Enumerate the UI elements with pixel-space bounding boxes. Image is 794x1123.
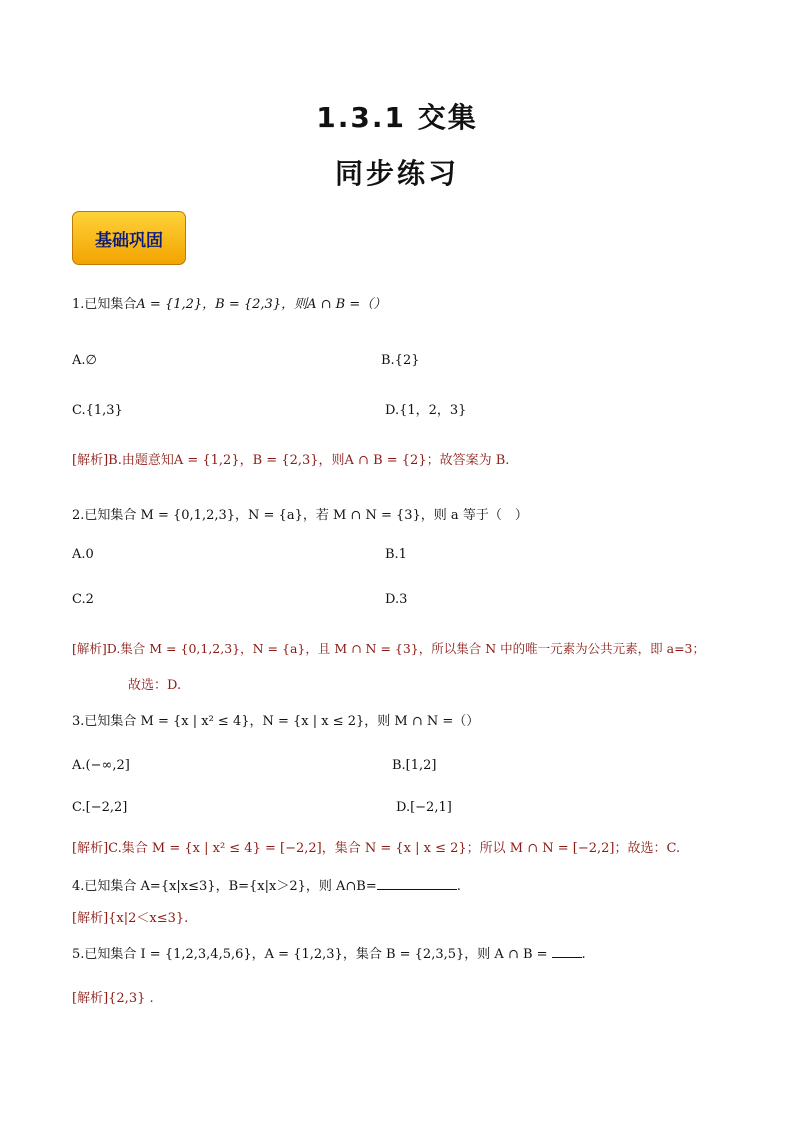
q4-answer-blank [377, 878, 457, 890]
q1-option-d: D.{1，2，3} [385, 403, 467, 418]
q2-option-c: C.2 [72, 592, 94, 607]
q5-stem-suffix: . [581, 947, 586, 962]
q3-option-d: D.[−2,1] [396, 800, 452, 815]
q2-answer-line1: [解析]D.集合 M = {0,1,2,3}，N = {a}，且 M ∩ N = {3}，所以集合 N 中的唯一元素为公共元素，即 a=3； [72, 641, 705, 656]
q2-option-d: D.3 [385, 592, 408, 607]
q1-stem-prefix: 1.已知集合 [72, 297, 137, 312]
q4-answer: [解析]{x|2＜x≤3}. [72, 911, 189, 926]
q1-option-b: B.{2} [381, 353, 420, 368]
q3-option-c: C.[−2,2] [72, 800, 128, 815]
document-subtitle: 同步练习 [334, 157, 459, 190]
q1-answer: [解析]B.由题意知A = {1,2}，B = {2,3}，则A ∩ B = {2}；故答案为 B. [72, 453, 510, 468]
q2-option-a: A.0 [72, 547, 94, 562]
q5-answer: [解析]{2,3} . [72, 991, 154, 1006]
q2-option-b: B.1 [385, 547, 407, 562]
document-title: 1.3.1 交集 [316, 101, 478, 134]
q5-answer-blank [552, 946, 582, 958]
q2-answer-line2: 故选：D. [128, 678, 182, 693]
q3-option-a: A.(−∞,2] [72, 758, 130, 773]
q2-stem: 2.已知集合 M = {0,1,2,3}，N = {a}，若 M ∩ N = {3}，则 a 等于（ ） [72, 508, 528, 523]
q3-answer: [解析]C.集合 M = {x | x² ≤ 4} = [−2,2]，集合 N = {x | x ≤ 2}；所以 M ∩ N = [−2,2]；故选：C. [72, 841, 681, 856]
q1-option-a: A.∅ [72, 353, 97, 368]
q5-stem [72, 946, 586, 964]
q1-stem [72, 296, 386, 314]
q5-stem-prefix: 5.已知集合 I = {1,2,3,4,5,6}，A = {1,2,3}，集合 B = {2,3,5}，则 A ∩ B = [72, 947, 548, 962]
q1-option-c: C.{1,3} [72, 403, 123, 418]
q4-stem-prefix: 4.已知集合 A={x|x≤3}，B={x|x＞2}，则 A∩B= [72, 879, 377, 894]
q4-stem-suffix: . [456, 879, 461, 894]
q4-stem [72, 878, 461, 896]
q3-stem: 3.已知集合 M = {x | x² ≤ 4}，N = {x | x ≤ 2}，则 M ∩ N =（） [72, 714, 480, 729]
q1-stem-math: A = {1,2}，B = {2,3}，则A ∩ B =（） [136, 297, 387, 312]
q3-option-b: B.[1,2] [392, 758, 437, 773]
section-badge-label: 基础巩固 [95, 230, 163, 251]
section-badge [72, 211, 186, 265]
